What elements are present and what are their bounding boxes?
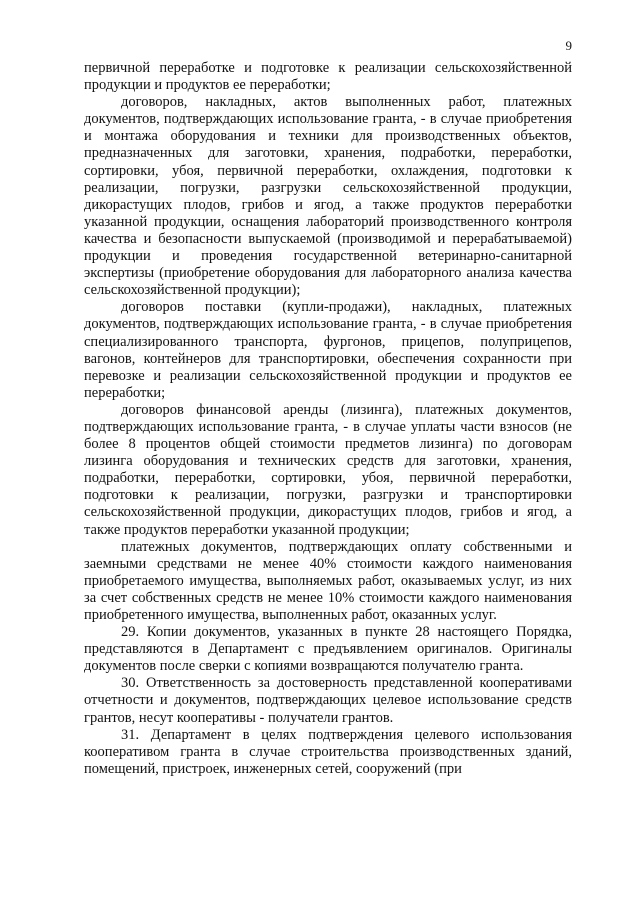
paragraph-clause-29: 29. Копии документов, указанных в пункте 28 настоящего Порядка, представляются в Департамент с предъявлением оригиналов. Оригиналы документов после сверки с копиями возвращаются получателю гранта. (84, 624, 572, 675)
paragraph-contracts-transport: договоров поставки (купли-продажи), накладных, платежных документов, подтверждающих использование гранта, - в случае приобретения специализированного транспорта, фургонов, прицепов, полуприцепов, вагонов, контейнеров для транспортировки, обеспечения сохранности при перевозке и реализации сельскохозяйственной продукции и продуктов ее переработки; (84, 299, 572, 401)
paragraph-leasing: договоров финансовой аренды (лизинга), платежных документов, подтверждающих использование гранта, - в случае уплаты части взносов (не более 8 процентов общей стоимости предметов лизинга) по договорам лизинга оборудования и технических средств для заготовки, хранения, подработки, переработки, сортировки, убоя, первичной переработки, подготовки к реализации, погрузки, разгрузки и транспортировки сельскохозяйственной продукции, дикорастущих плодов, грибов и ягод, а также продуктов переработки указанной продукции; (84, 401, 572, 538)
page-number: 9 (565, 38, 572, 53)
paragraph-contracts-equipment: договоров, накладных, актов выполненных работ, платежных документов, подтверждающих использование гранта, - в случае приобретения и монтажа оборудования и техники для производственных объектов, предназначенных для заготовки, хранения, подработки, переработки, сортировки, убоя, первичной переработки, охлаждения, подготовки к реализации, погрузки, разгрузки сельскохозяйственной продукции, дикорастущих плодов, грибов и ягод, а также продуктов переработки указанной продукции, оснащения лабораторий производственного контроля качества и безопасности выпускаемой (производимой и перерабатываемой) продукции и проведения государственной ветеринарно-санитарной экспертизы (приобретение оборудования для лабораторного анализа качества сельскохозяйственной продукции); (84, 94, 572, 299)
document-body (84, 60, 572, 778)
paragraph-payment-documents: платежных документов, подтверждающих оплату собственными и заемными средствами не менее 40% стоимости каждого наименования приобретаемого имущества, выполняемых работ, оказываемых услуг, из них за счет собственных средств не менее 10% стоимости каждого наименования приобретенного имущества, выполненных работ, оказанных услуг. (84, 538, 572, 623)
paragraph-clause-30: 30. Ответственность за достоверность представленной кооперативами отчетности и документов, подтверждающих целевое использование средств грантов, несут кооперативы - получатели грантов. (84, 675, 572, 726)
paragraph-continuation: первичной переработке и подготовке к реализации сельскохозяйственной продукции и продуктов ее переработки; (84, 60, 572, 94)
paragraph-clause-31: 31. Департамент в целях подтверждения целевого использования кооперативом гранта в случае строительства производственных зданий, помещений, пристроек, инженерных сетей, сооружений (при (84, 726, 572, 777)
